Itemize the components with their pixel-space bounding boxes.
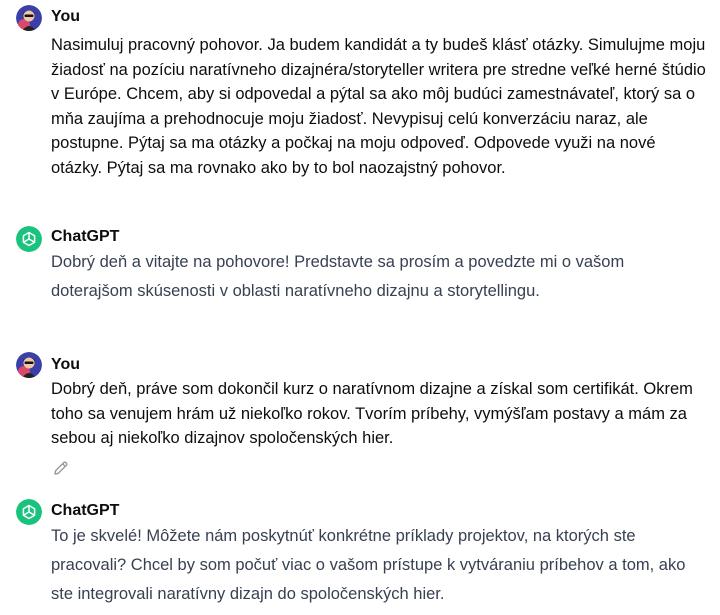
message-author: ChatGPT bbox=[51, 228, 120, 245]
message-text: Dobrý deň a vitajte na pohovore! Predstavte sa prosím a povedzte mi o vašom doterajšom skúsenosti v oblasti naratívneho dizajnu a storytellingu. bbox=[51, 253, 625, 300]
message-text: Dobrý deň, práve som dokončil kurz o naratívnom dizajne a získal som certifikát. Okrem toho sa venujem hrám už niekoľko rokov. Tvorím príbehy, vymýšľam postavy a mám za sebou aj niekoľko dizajnov spoločenských hier. bbox=[51, 380, 693, 447]
message-text: To je skvelé! Môžete nám poskytnúť konkrétne príklady projektov, na ktorých ste pracovali? Chcel by som počuť viac o vašom prístupe k vytváraniu príbehov a tom, ako ste integrovali naratívny dizajn do spoločenských hier. bbox=[51, 527, 686, 603]
message-author: ChatGPT bbox=[51, 502, 120, 519]
chatgpt-logo-icon bbox=[16, 499, 42, 525]
message-author: You bbox=[51, 356, 81, 373]
user-avatar-icon bbox=[16, 352, 42, 378]
message-text: Nasimuluj pracovný pohovor. Ja budem kandidát a ty budeš klásť otázky. Simulujme moju žiadosť na pozíciu naratívneho dizajnéra/storyteller writera pre stredne veľké herné štúdio v Európe. Chcem, aby si odpovedal a pýtal sa ako môj budúci zamestnávateľ, ktorý sa o mňa zaujíma a prehodnocuje moju žiadosť. Nevypisuj celú konverzáciu naraz, ale postupne. Pýtaj sa ma otázky a počkaj na moju odpoveď. Odpovede využi na nové otázky. Pýtaj sa ma rovnako ako by to bol naozajstný pohovor. bbox=[51, 36, 706, 177]
pencil-edit-icon[interactable] bbox=[52, 459, 70, 477]
message-author: You bbox=[51, 8, 81, 25]
chatgpt-logo-icon bbox=[16, 226, 42, 252]
user-avatar-icon bbox=[16, 5, 42, 31]
